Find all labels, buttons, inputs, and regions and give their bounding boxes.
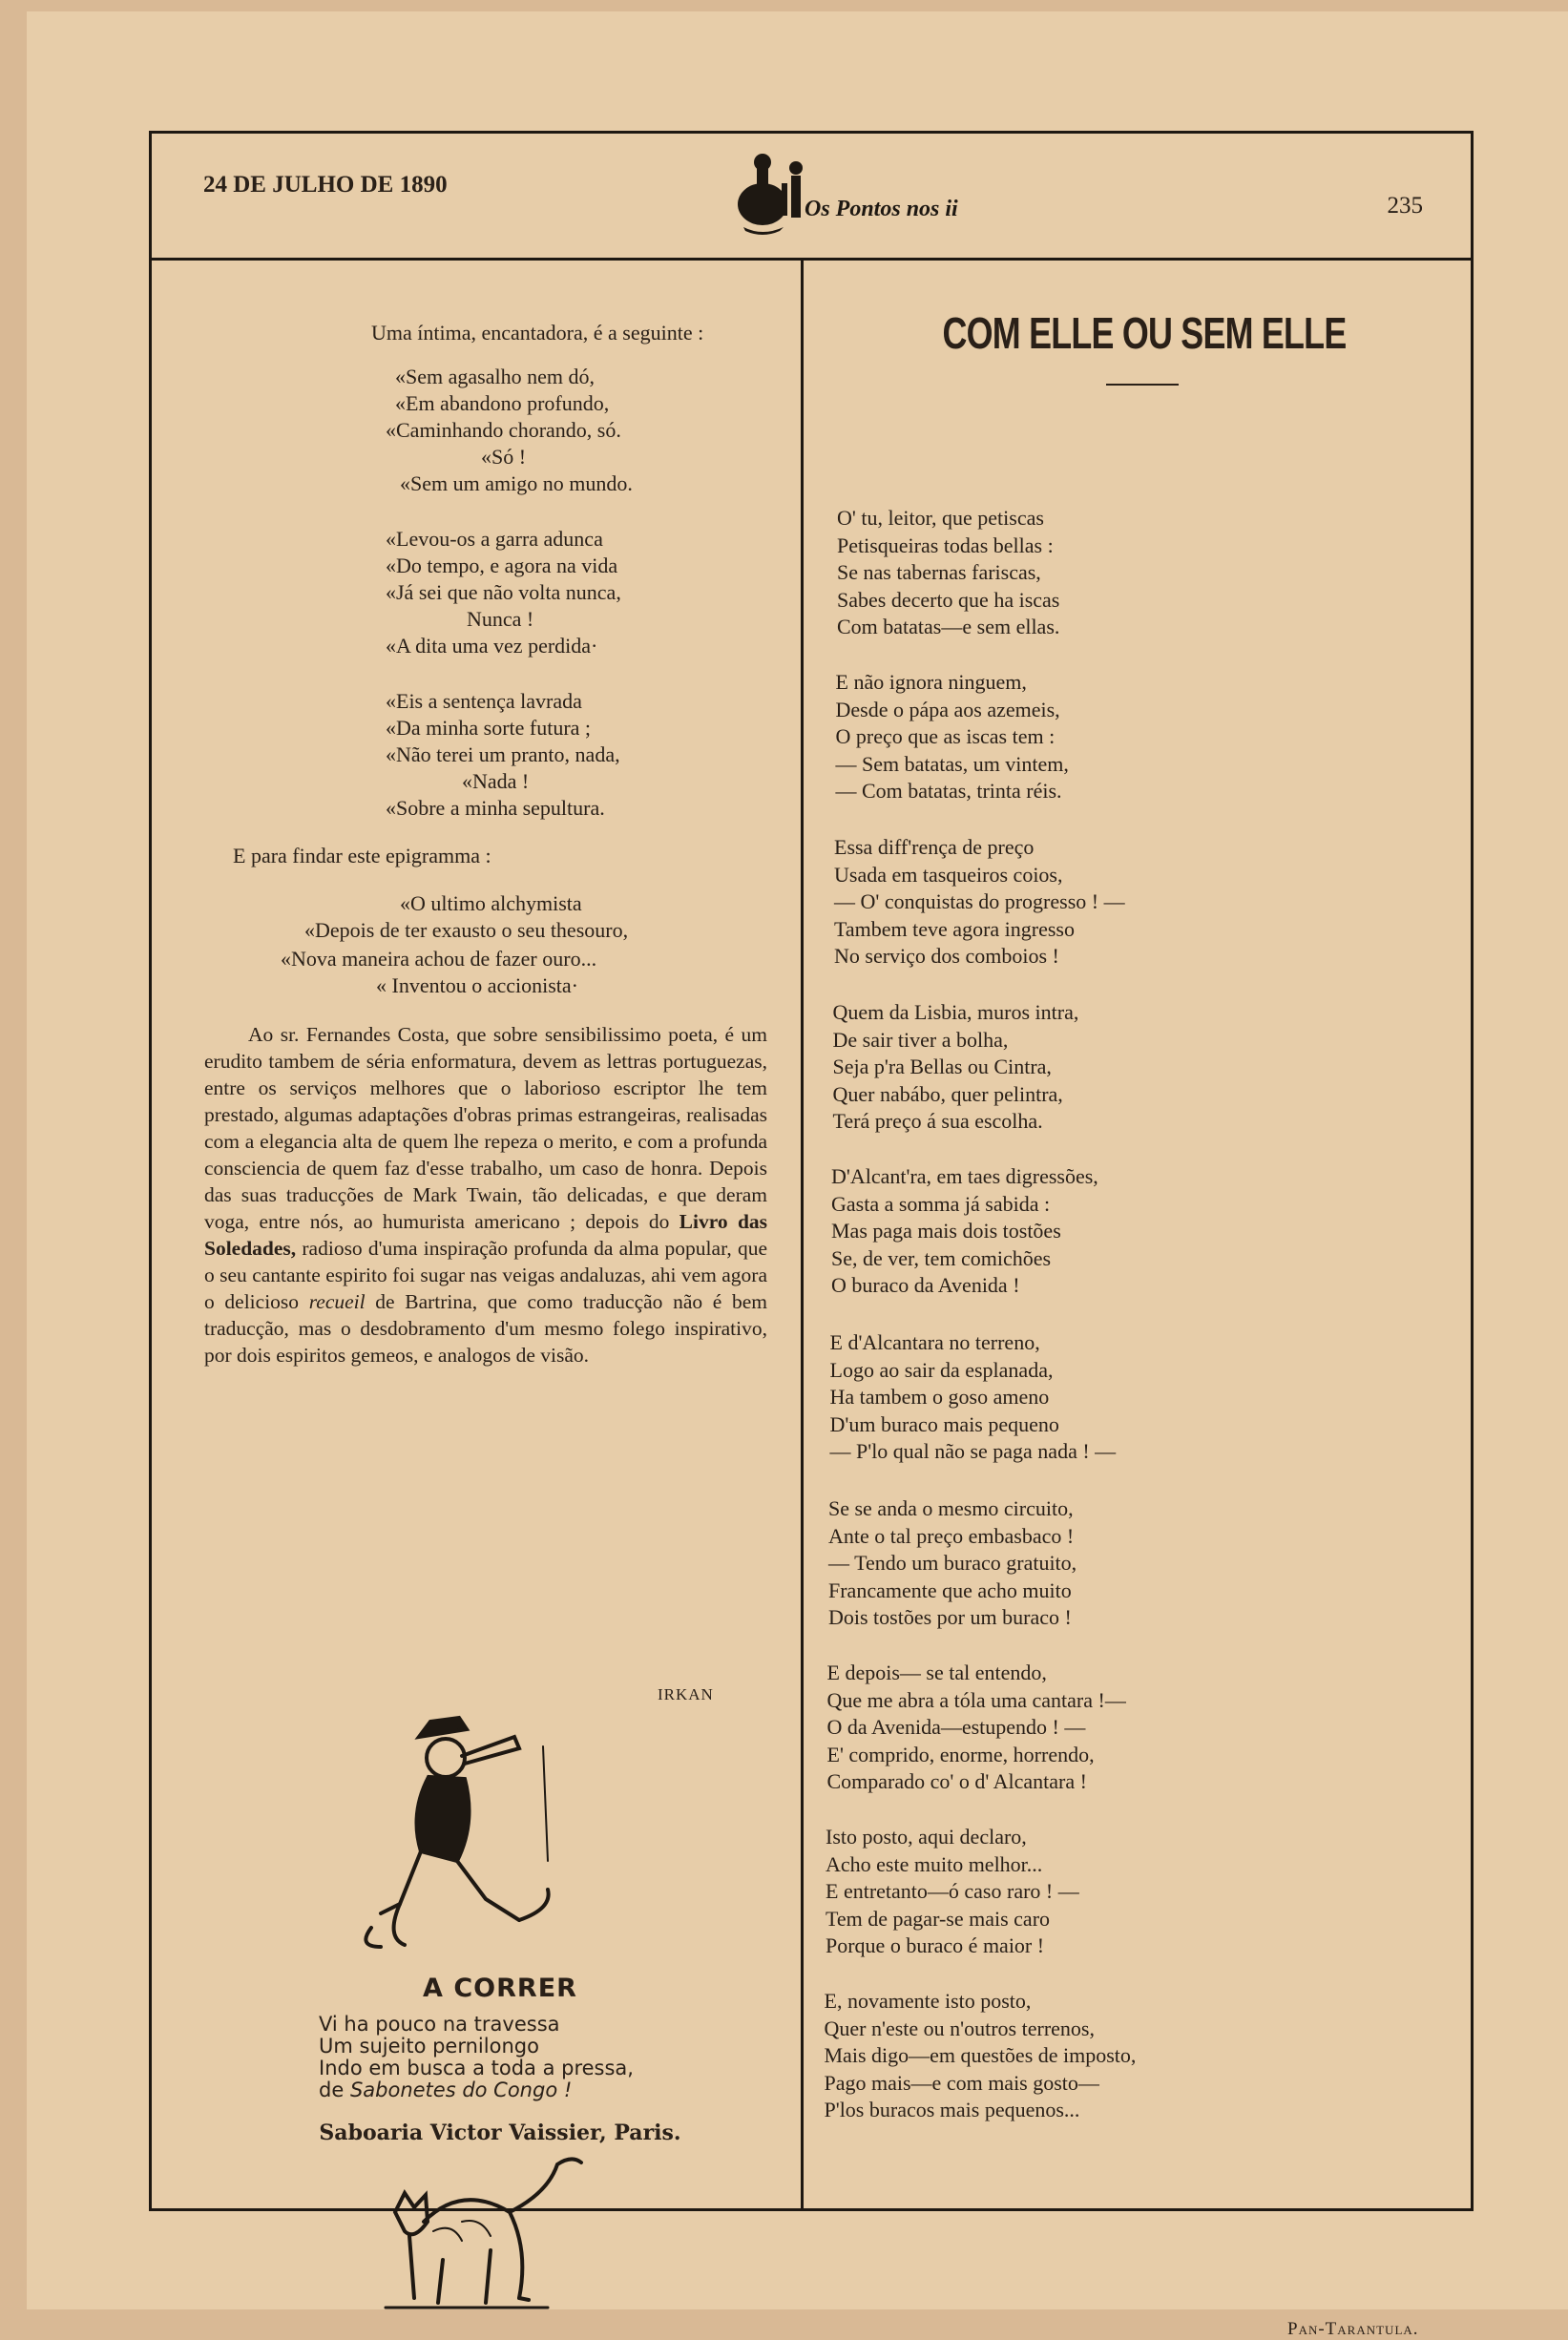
stanza-line: — Com batatas, trinta réis. [835, 779, 1062, 803]
poem-line: «Sem agasalho nem dó, [395, 365, 595, 388]
poem-line: Nunca ! [467, 607, 534, 631]
poem-line: «Não terei um pranto, nada, [386, 742, 620, 766]
epigram-line: «O ultimo alchymista [400, 891, 582, 915]
stanza-line: Mas paga mais dois tostões [831, 1219, 1061, 1243]
stanza-line: Tambem teve agora ingresso [834, 916, 1075, 941]
advert-line: Um sujeito pernilongo [319, 2035, 539, 2058]
stanza-line: E d'Alcantara no terreno, [829, 1330, 1040, 1354]
advert-product-line [319, 2079, 572, 2101]
stanza-line: D'um buraco mais pequeno [829, 1411, 1059, 1436]
stanza-line: Essa diff'rença de preço [834, 835, 1035, 859]
poem-line: «A dita uma vez perdida· [386, 634, 598, 658]
stanza-line: Se, de ver, tem comichões [831, 1245, 1052, 1270]
stanza-line: Seja p'ra Bellas ou Cintra, [832, 1055, 1052, 1078]
stanza-line: Mais digo—em questões de imposto, [824, 2043, 1137, 2067]
stanza-line: O buraco da Avenida ! [831, 1273, 1020, 1297]
stanza-line: E depois— se tal entendo, [826, 1661, 1047, 1684]
poem-line: «Sem um amigo no mundo. [400, 471, 633, 495]
left-column [195, 258, 777, 2204]
stanza-line: O da Avenida—estupendo ! — [826, 1715, 1086, 1739]
intro-line: Uma íntima, encantadora, é a seguinte : [371, 321, 704, 345]
stanza-line: Petisqueiras todas bellas : [837, 533, 1054, 557]
stanza-line: Sabes decerto que ha iscas [837, 587, 1060, 612]
masthead-text: Os Pontos nos ii [805, 197, 958, 221]
poem-line: «Levou-os a garra adunca [386, 527, 603, 551]
stanza-line: Logo ao sair da esplanada, [829, 1357, 1054, 1382]
stanza-line: Isto posto, aqui declaro, [826, 1825, 1027, 1849]
stanza-line: — P'lo qual não se paga nada ! — [829, 1439, 1117, 1463]
poem-line: «Sobre a minha sepultura. [386, 796, 605, 820]
advert-line: Vi ha pouco na travessa [319, 2013, 560, 2036]
advert-product-prefix: de [319, 2079, 345, 2101]
stanza-line: Desde o pápa aos azemeis, [835, 697, 1060, 721]
stanza-line: No serviço dos comboios ! [834, 944, 1059, 968]
poem-line: «Eis a sentença lavrada [386, 689, 582, 713]
poem-line: «Já sei que não volta nunca, [386, 580, 621, 604]
stanza-line: Quer nabábo, quer pelintra, [832, 1081, 1063, 1106]
stanza-line: P'los buracos mais pequenos... [824, 2098, 1080, 2121]
poem-line: «Da minha sorte futura ; [386, 716, 592, 740]
stanza-line: Se nas tabernas fariscas, [837, 560, 1041, 584]
poem-line: «Do tempo, e agora na vida [386, 554, 618, 577]
stanza-line: Que me abra a tóla uma cantara !— [826, 1687, 1126, 1712]
stanza-line: E' comprido, enorme, horrendo, [826, 1742, 1095, 1766]
cat-illustration [366, 2155, 605, 2327]
paragraph-text-a: Ao sr. Fernandes Costa, que sobre sensibilissimo poeta, é um erudito tambem de séria enformatura, devem as lettras portuguezas, entre os serviços melhores que o laborioso escriptor lhe tem prestado, algumas adaptações d'obras primas estrangeiras, realisadas com a elegancia alta de quem lhe repeza o merito, e com a profunda consciencia de quem faz d'esse trabalho, um caso de honra. Depois das suas traducções de Mark Twain, tão delicadas, e que deram voga, entre nós, ao humurista americano ; depois do [204, 1023, 767, 1233]
stanza-line: Ante o tal preço embasbaco ! [828, 1523, 1075, 1548]
paragraph-text-b: radioso d'uma inspiração profunda da alma popular, que o seu cantante espirito foi sugar nas veigas andaluzas, ahi vem agora o delicioso [204, 1237, 767, 1313]
page-frame [149, 131, 1474, 2339]
stanza-line: Com batatas—e sem ellas. [837, 615, 1060, 638]
stanza-line: Terá preço á sua escolha. [832, 1109, 1043, 1133]
recueil-word: recueil [308, 1290, 366, 1313]
column-separator [801, 258, 804, 2208]
advert-line: Indo em busca a toda a pressa, [319, 2057, 634, 2079]
stanza-line: Quem da Lisbia, muros intra, [832, 1000, 1079, 1024]
stanza-line: O' tu, leitor, que petiscas [837, 506, 1044, 530]
right-column [820, 258, 1469, 2339]
epigram-line: «Depois de ter exausto o seu thesouro, [304, 918, 629, 942]
epigram-line: «Nova maneira achou de fazer ouro... [281, 947, 597, 971]
advert-footer: Saboaria Victor Vaissier, Paris. [319, 2121, 681, 2145]
stanza-line: Acho este muito melhor... [826, 1851, 1043, 1876]
stanza-line: Pago mais—e com mais gosto— [824, 2070, 1099, 2095]
article-paragraph [204, 1021, 767, 1368]
stanza-line: Comparado co' o d' Alcantara ! [826, 1769, 1087, 1793]
masthead-logo [724, 145, 958, 237]
stanza-line: Francamente que acho muito [828, 1577, 1072, 1602]
stanza-line: E, novamente isto posto, [824, 1989, 1032, 2013]
book-title: Livro das Soledades, [204, 1210, 768, 1260]
header-page-number: 235 [1387, 193, 1423, 219]
poem-line: «Em abandono profundo, [395, 391, 610, 415]
stanza-line: O preço que as iscas tem : [835, 724, 1056, 748]
stanza-line: Usada em tasqueiros coios, [834, 862, 1063, 887]
trumpeter-illustration [352, 1708, 581, 1956]
poem-line: «Caminhando chorando, só. [386, 418, 621, 442]
article-signature: IRKAN [658, 1685, 714, 1703]
header-date: 24 DE JULHO DE 1890 [203, 172, 448, 198]
stanza-line: D'Alcant'ra, em taes digressões, [831, 1164, 1098, 1188]
stanza-line: — Sem batatas, um vintem, [835, 751, 1069, 776]
stanza-line: — O' conquistas do progresso ! — [834, 889, 1125, 913]
stanza-line: Ha tambem o goso ameno [829, 1385, 1050, 1409]
page-header [152, 134, 1471, 261]
stanza-line: De sair tiver a bolha, [832, 1027, 1009, 1052]
poem-signature: Pan-Tarantula. [1287, 2319, 1419, 2339]
poem-line: «Nada ! [462, 769, 530, 793]
advert-title: A CORRER [423, 1974, 577, 2003]
stanza-line: Quer n'este ou n'outros terrenos, [824, 2016, 1095, 2040]
epigram-line: « Inventou o accionista· [376, 973, 578, 997]
poem-line: «Só ! [481, 445, 527, 469]
title-rule [1106, 384, 1179, 386]
stanza-line: Dois tostões por um buraco ! [828, 1605, 1072, 1629]
stanza-line: Gasta a somma já sabida : [831, 1191, 1051, 1216]
stanza-line: E não ignora ninguem, [835, 670, 1027, 694]
paragraph-text-c: de Bartrina, que como traducção não é bem traducção, mas o desdobramento d'um mesmo folego inspirativo, por dois espiritos gemeos, e analogos de visão. [204, 1290, 768, 1367]
stanza-line: — Tendo um buraco gratuito, [828, 1551, 1077, 1575]
stanza-line: Se se anda o mesmo circuito, [828, 1496, 1074, 1520]
epigram-intro: E para findar este epigramma : [233, 844, 491, 867]
advert-product: Sabonetes do Congo ! [349, 2079, 573, 2101]
stanza-line: E entretanto—ó caso raro ! — [826, 1879, 1079, 1903]
stanza-line: Porque o buraco é maior ! [826, 1933, 1045, 1957]
stanza-line: Tem de pagar-se mais caro [826, 1906, 1051, 1931]
poem-title: COM ELLE OU SEM ELLE [942, 308, 1347, 358]
